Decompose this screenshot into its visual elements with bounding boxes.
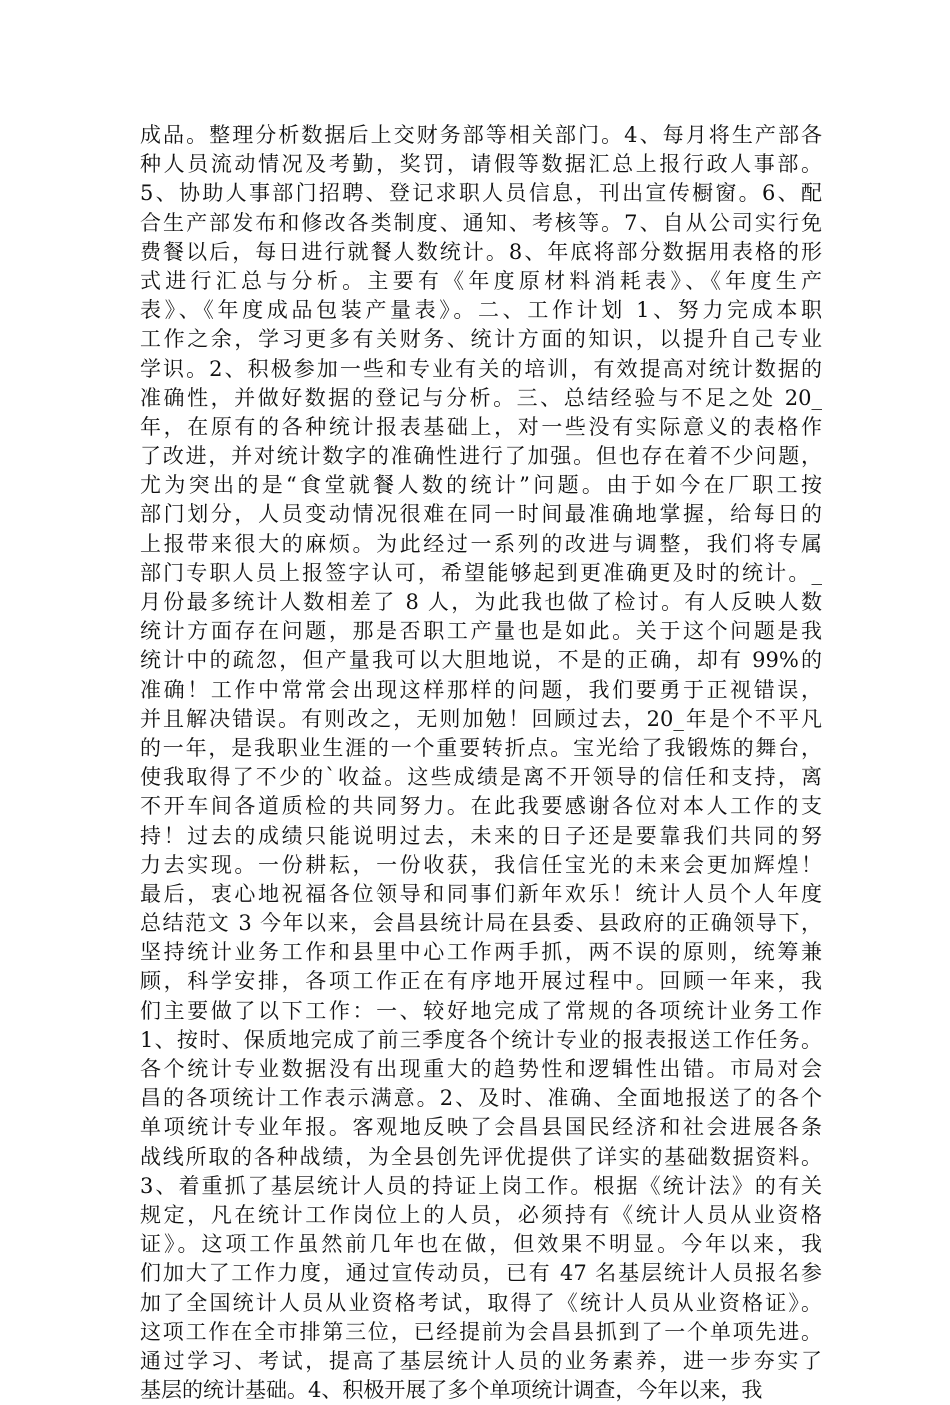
text-line: 最后，衷心地祝福各位领导和同事们新年欢乐！统计人员个人年度 [140,881,822,906]
text-line: 工作之余，学习更多有关财务、统计方面的知识，以提升自己专业 [140,327,822,352]
text-line: 合生产部发布和修改各类制度、通知、考核等。7、自从公司实行免 [140,210,822,235]
document-page [140,121,822,1405]
text-line: 使我取得了不少的`收益。这些成绩是离不开领导的信任和支持，离 [140,765,822,790]
text-line: 上报带来很大的麻烦。为此经过一系列的改进与调整，我们将专属 [140,531,822,556]
text-line: 顾，科学安排，各项工作正在有序地开展过程中。回顾一年来，我 [140,969,822,994]
text-line: 了改进，并对统计数字的准确性进行了加强。但也存在着不少问题， [140,444,822,469]
text-line: 准确！工作中常常会出现这样那样的问题，我们要勇于正视错误， [140,677,822,702]
text-line: 这项工作在全市排第三位，已经提前为会昌县抓到了一个单项先进。 [140,1319,822,1344]
text-line: 种人员流动情况及考勤，奖罚，请假等数据汇总上报行政人事部。 [140,152,822,177]
text-line: 部门专职人员上报签字认可，希望能够起到更准确更及时的统计。_ [140,560,822,585]
text-line: 战线所取的各种战绩，为全县创先评优提供了详实的基础数据资料。 [140,1144,822,1169]
text-line: 单项统计专业年报。客观地反映了会昌县国民经济和社会进展各条 [140,1115,822,1140]
text-line: 坚持统计业务工作和县里中心工作两手抓，两不误的原则，统筹兼 [140,940,822,965]
text-line: 各个统计专业数据没有出现重大的趋势性和逻辑性出错。市局对会 [140,1057,822,1081]
text-line: 们主要做了以下工作：一、较好地完成了常规的各项统计业务工作 [140,998,822,1023]
text-line: 学识。2、积极参加一些和专业有关的培训，有效提高对统计数据的 [140,356,822,381]
text-line: 统计中的疏忽，但产量我可以大胆地说，不是的正确，却有 99%的 [140,648,822,673]
text-line: 5、协助人事部门招聘、登记求职人员信息，刊出宣传橱窗。6、配 [140,181,822,206]
text-line: 年，在原有的各种统计报表基础上，对一些没有实际意义的表格作 [140,414,822,439]
text-line: 的一年，是我职业生涯的一个重要转折点。宝光给了我锻炼的舞台， [140,735,822,760]
text-line: 证》。这项工作虽然前几年也在做，但效果不明显。今年以来，我 [140,1232,822,1257]
text-line: 总结范文 3 今年以来，会昌县统计局在县委、县政府的正确领导下， [140,911,822,936]
text-line: 1、按时、保质地完成了前三季度各个统计专业的报表报送工作任务。 [140,1027,822,1052]
text-line: 规定，凡在统计工作岗位上的人员，必须持有《统计人员从业资格 [140,1202,822,1227]
text-line: 表》、《年度成品包装产量表》。二、工作计划 1、努力完成本职 [140,298,822,323]
text-line: 成品。整理分析数据后上交财务部等相关部门。4、每月将生产部各 [140,123,822,147]
text-line: 月份最多统计人数相差了 8 人，为此我也做了检讨。有人反映人数 [140,590,822,614]
text-line: 昌的各项统计工作表示满意。2、及时、准确、全面地报送了的各个 [140,1086,822,1111]
text-line: 们加大了工作力度，通过宣传动员，已有 47 名基层统计人员报名参 [140,1261,822,1286]
text-line: 费餐以后，每日进行就餐人数统计。8、年底将部分数据用表格的形 [140,239,822,264]
text-line: 尤为突出的是“食堂就餐人数的统计”问题。由于如今在厂职工按 [140,473,822,498]
text-line: 准确性，并做好数据的登记与分析。三、总结经验与不足之处 20_ [140,385,822,410]
text-line: 持！过去的成绩只能说明过去，未来的日子还是要靠我们共同的努 [140,823,822,848]
text-line: 基层的统计基础。4、积极开展了多个单项统计调查，今年以来，我 [140,1378,763,1403]
text-line: 式进行汇总与分析。主要有《年度原材料消耗表》、《年度生产 [140,268,822,293]
text-line: 部门划分，人员变动情况很难在同一时间最准确地掌握，给每日的 [140,502,822,527]
text-line: 统计方面存在问题，那是否职工产量也是如此。关于这个问题是我 [140,619,822,644]
text-line: 3、着重抓了基层统计人员的持证上岗工作。根据《统计法》的有关 [140,1173,822,1198]
text-line: 力去实现。一份耕耘，一份收获，我信任宝光的未来会更加辉煌！ [140,852,822,877]
text-line: 不开车间各道质检的共同努力。在此我要感谢各位对本人工作的支 [140,794,822,819]
text-line: 加了全国统计人员从业资格考试，取得了《统计人员从业资格证》。 [140,1290,822,1315]
text-line: 并且解决错误。有则改之，无则加勉！回顾过去，20_年是个不平凡 [140,706,822,731]
text-line: 通过学习、考试，提高了基层统计人员的业务素养，进一步夯实了 [140,1348,822,1373]
